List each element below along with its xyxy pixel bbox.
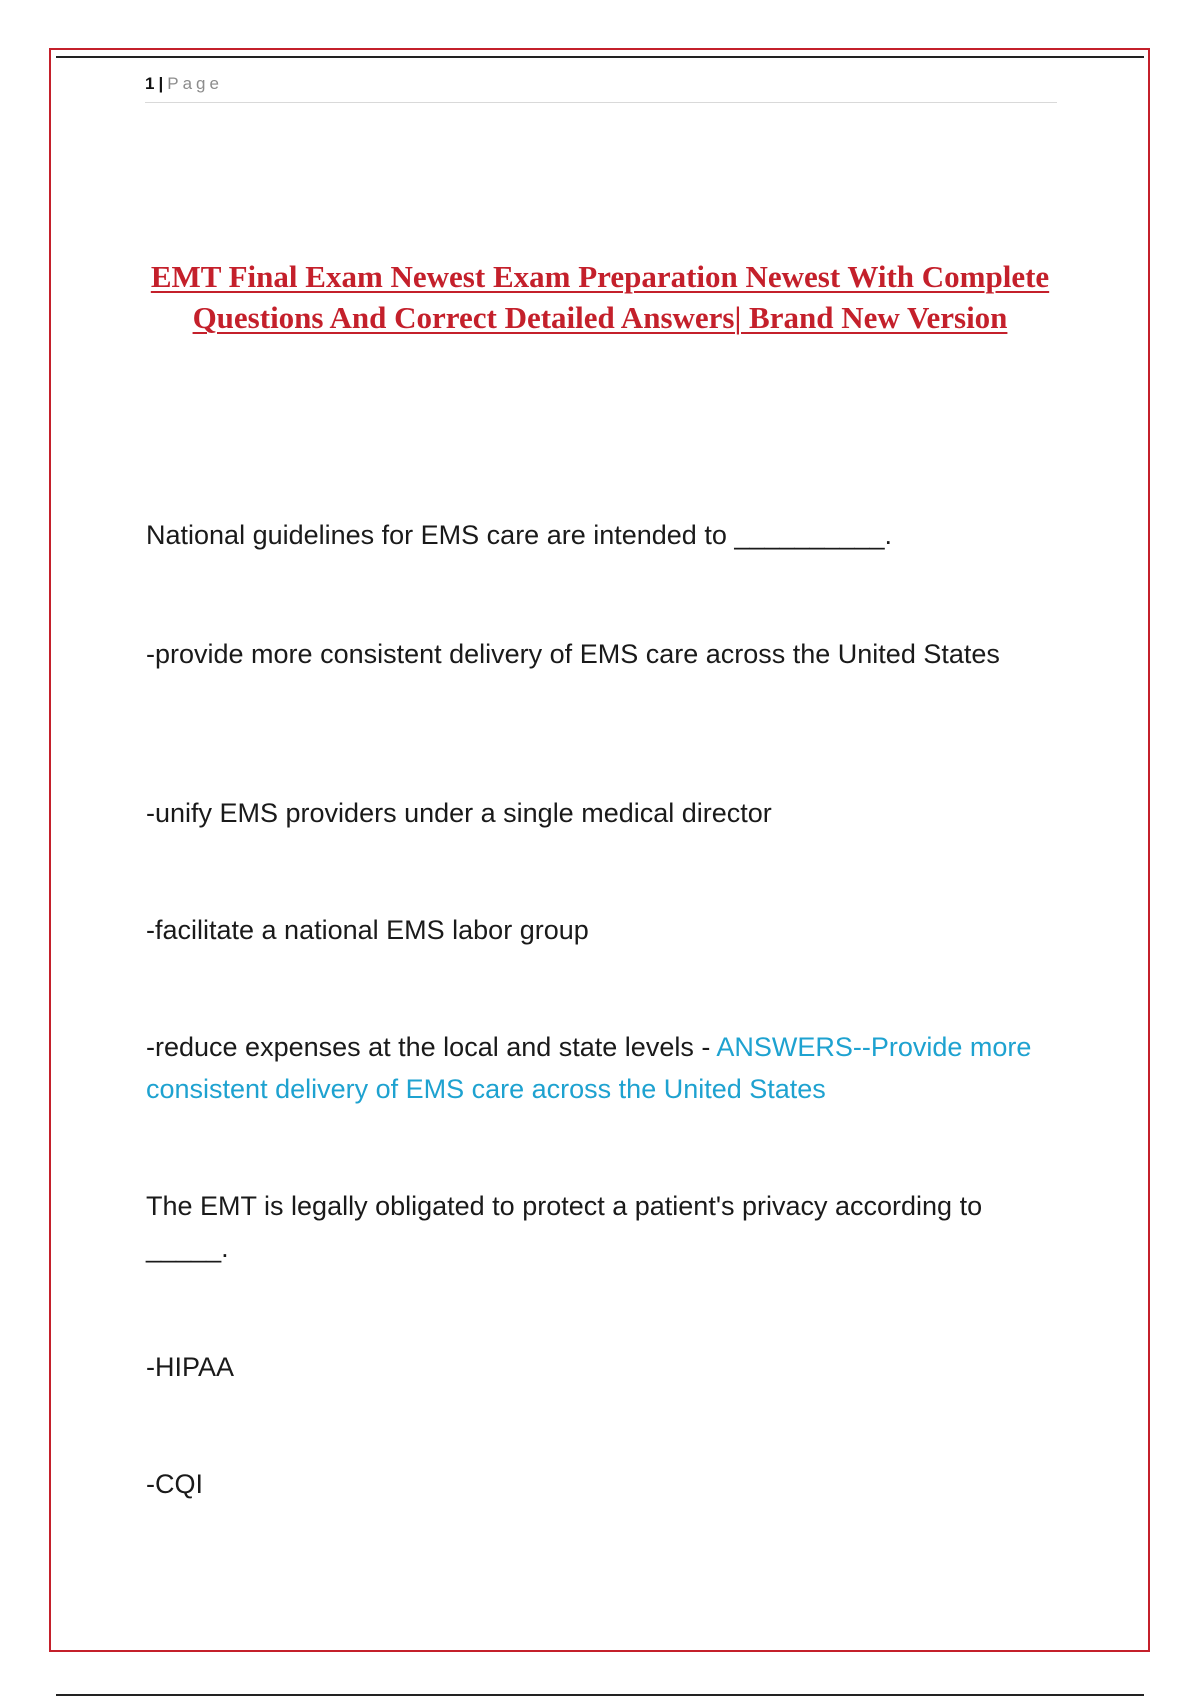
question-1-prompt: National guidelines for EMS care are intended to __________.: [146, 520, 893, 550]
question-2-prompt: The EMT is legally obligated to protect a patient's privacy according to _____.: [146, 1191, 983, 1263]
page-label: Page: [167, 74, 223, 93]
question-1-option-4: [146, 1026, 1046, 1110]
question-2-option-1: -HIPAA: [146, 1352, 235, 1382]
question-2-option-2: -CQI: [146, 1469, 203, 1499]
page-header: [145, 72, 1057, 103]
question-1-option-2: -unify EMS providers under a single medical director: [146, 798, 772, 828]
bottom-rule: [56, 1694, 1144, 1696]
page-separator: |: [158, 74, 164, 93]
question-1-option-1: -provide more consistent delivery of EMS care across the United States: [146, 639, 1000, 669]
question-1-option-3: -facilitate a national EMS labor group: [146, 915, 589, 945]
question-1-answer: ANSWERS--Provide more consistent delivery of EMS care across the United States: [146, 1032, 1032, 1104]
page-number: 1: [145, 74, 155, 93]
top-rule: [56, 56, 1144, 58]
question-1-option-4-text: -reduce expenses at the local and state levels -: [146, 1032, 717, 1062]
document-title: EMT Final Exam Newest Exam Preparation Newest With Complete Questions And Correct Detailed Answers| Brand New Version: [150, 259, 1050, 335]
